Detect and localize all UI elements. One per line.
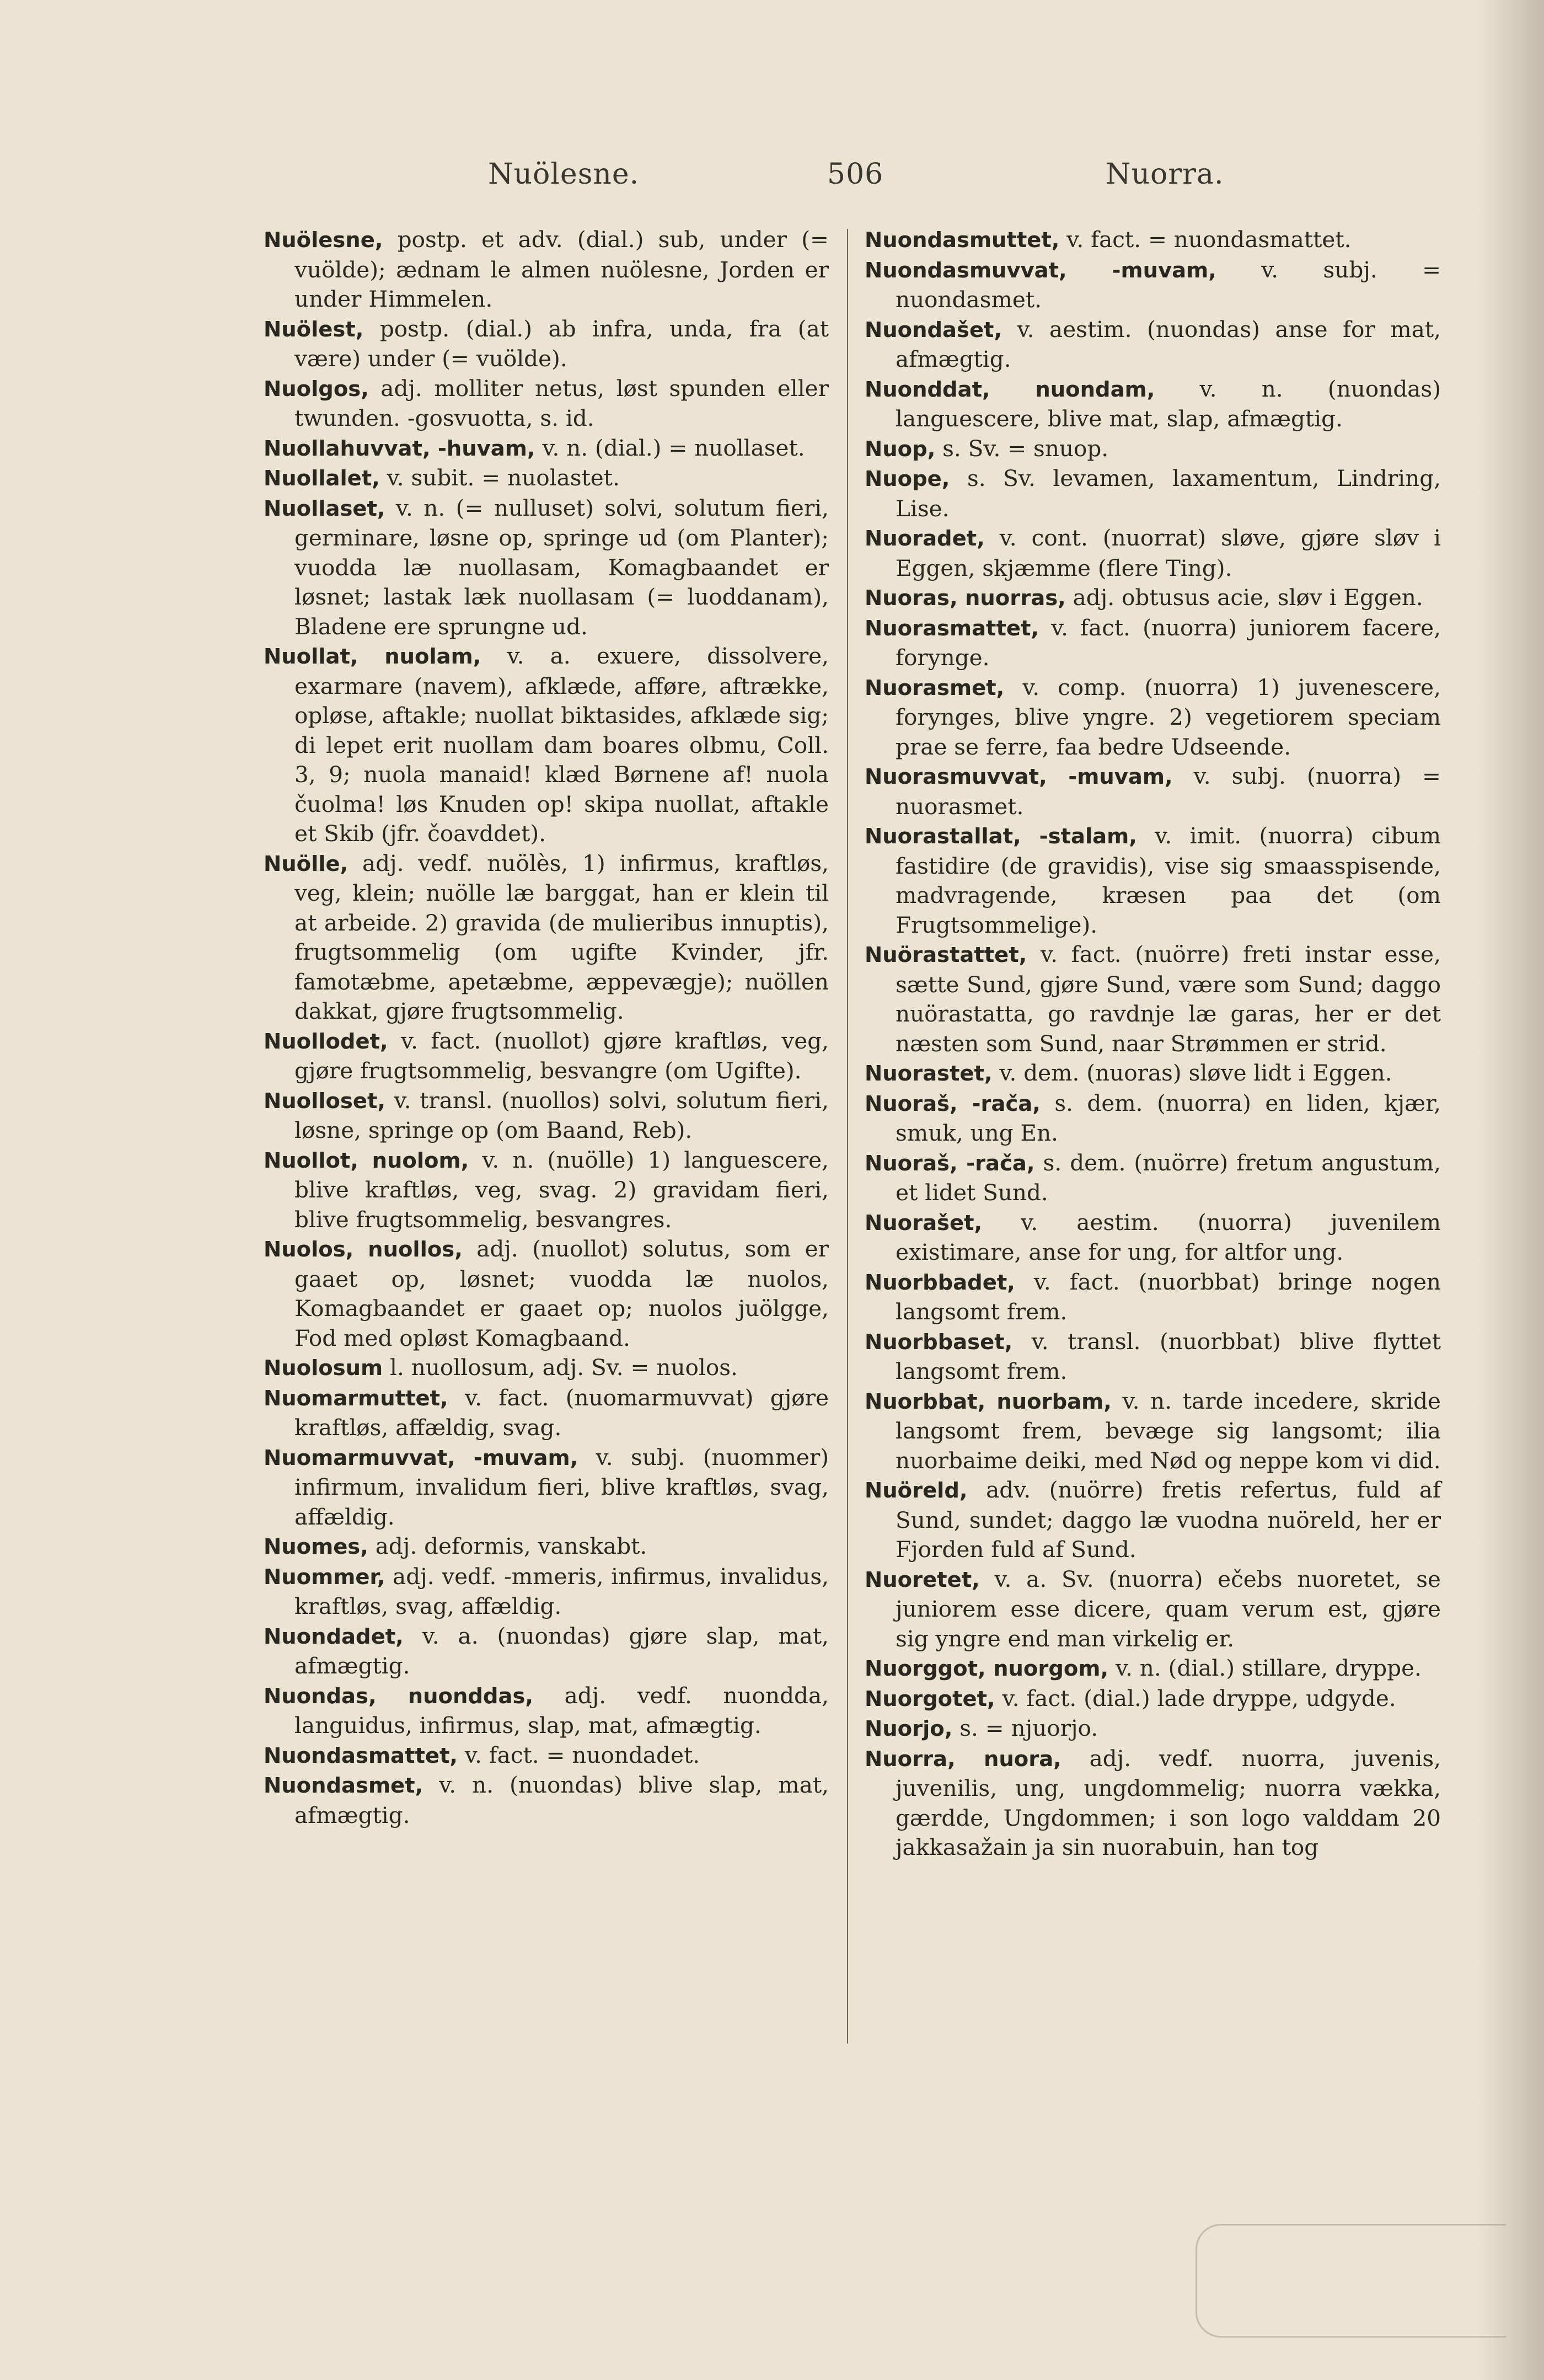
entry-headword: Nuolgos, <box>264 376 369 402</box>
dictionary-entry <box>865 434 1441 464</box>
entry-headword: Nuondadet, <box>264 1624 404 1649</box>
entry-headword: Nuop, <box>865 436 936 462</box>
dictionary-entry <box>865 940 1441 1058</box>
column-divider <box>847 229 848 2044</box>
entry-headword: Nuorbbaset, <box>865 1329 1013 1355</box>
entry-definition: adj. deformis, vanskabt. <box>368 1533 647 1559</box>
entry-headword: Nuommer, <box>264 1564 385 1590</box>
dictionary-entry <box>264 1622 829 1681</box>
entry-definition: s. dem. (nuörre) fretum angustum, et lidet Sund. <box>896 1149 1441 1206</box>
entry-headword: Nuorasmuvvat, -muvam, <box>865 764 1173 789</box>
entry-definition: postp. (dial.) ab infra, unda, fra (at være) under (= vuölde). <box>294 315 829 372</box>
dictionary-entry <box>264 1383 829 1443</box>
dictionary-entry <box>264 1086 829 1146</box>
entry-definition: v. n. (nuondas) blive slap, mat, afmægtig. <box>294 1772 829 1828</box>
entry-headword: Nuorbbat, nuorbam, <box>865 1389 1112 1414</box>
dictionary-entry <box>865 1684 1441 1714</box>
entry-headword: Nuoraš, -rača, <box>865 1151 1035 1176</box>
entry-definition: v. a. Sv. (nuorra) ečebs nuoretet, se juniorem esse dicere, quam verum est, gjøre sig yngre end man virkelig er. <box>896 1565 1441 1652</box>
entry-definition: v. transl. (nuorbbat) blive flyttet langsomt frem. <box>896 1328 1441 1384</box>
entry-headword: Nuorra, nuora, <box>865 1746 1062 1772</box>
dictionary-entry <box>865 1327 1441 1387</box>
entry-headword: Nuöreld, <box>865 1478 968 1503</box>
dictionary-entry <box>264 314 829 374</box>
entry-headword: Nuorbbadet, <box>865 1270 1015 1295</box>
dictionary-entry <box>865 375 1441 434</box>
dictionary-entry <box>264 374 829 434</box>
entry-definition: v. aestim. (nuorra) juvenilem existimare, anse for ung, for altfor ung. <box>896 1208 1441 1265</box>
dictionary-entry <box>865 1565 1441 1654</box>
dictionary-entry <box>865 315 1441 375</box>
entry-headword: Nuoras, nuorras, <box>865 586 1066 611</box>
dictionary-entry <box>264 1353 829 1383</box>
dictionary-entry <box>865 583 1441 613</box>
entry-definition: v. fact. (nuollot) gjøre kraftløs, veg, gjøre frugtsommelig, besvangre (om Ugifte). <box>294 1027 829 1084</box>
entry-definition: adj. vedf. nuölès, 1) infirmus, kraftløs, veg, klein; nuölle læ barggat, han er klein til at arbeide. 2) gravida (de mulieribus innuptis), frugtsommelig (om ugifte Kvinder, jfr. famotæbme, apetæbme, æppevægje); nuöllen dakkat, gjøre frugtsommelig. <box>294 849 829 1024</box>
entry-headword: Nuomarmuttet, <box>264 1386 448 1411</box>
entry-headword: Nuorggot, nuorgom, <box>865 1656 1109 1681</box>
entry-headword: Nuondašet, <box>865 317 1002 343</box>
entry-headword: Nuollaset, <box>264 496 385 521</box>
page-number: 506 <box>827 158 884 191</box>
entry-headword: Nuoretet, <box>865 1567 980 1592</box>
entry-definition: v. fact. (nuorbbat) bringe nogen langsomt frem. <box>896 1268 1441 1325</box>
entry-definition: v. fact. (nuomarmuvvat) gjøre kraftløs, affældig, svag. <box>294 1384 829 1441</box>
entry-definition: v. subj. (nuorra) = nuorasmet. <box>896 763 1441 820</box>
entry-headword: Nuörastattet, <box>865 943 1027 967</box>
dictionary-entry <box>264 1026 829 1086</box>
entry-definition: v. comp. (nuorra) 1) juvenescere, forynges, blive yngre. 2) vegetiorem speciam prae se ferre, faa bedre Udseende. <box>896 673 1441 760</box>
running-header <box>0 158 1544 196</box>
entry-headword: Nuorašet, <box>865 1210 983 1236</box>
dictionary-entry <box>264 1562 829 1622</box>
entry-definition: adj. vedf. nuorra, juvenis, juvenilis, ung, ungdommelig; nuorra vækka, gærdde, Ungdommen; i son logo valddam 20 jakkasažain ja sin nuorabuin, han tog <box>896 1745 1441 1860</box>
entry-definition: adv. (nuörre) fretis refertus, fuld af Sund, sundet; daggo læ vuodna nuöreld, her er Fjorden fuld af Sund. <box>896 1477 1441 1563</box>
entry-definition: v. n. tarde incedere, skride langsomt frem, bevæge sig langsomt; ilia nuorbaime deiki, med Nød og neppe kom vi did. <box>896 1387 1441 1474</box>
entry-definition: adj. molliter netus, løst spunden eller twunden. -gosvuotta, s. id. <box>294 375 829 431</box>
entry-headword: Nuoradet, <box>865 526 985 551</box>
entry-definition: v. a. (nuondas) gjøre slap, mat, afmægtig. <box>294 1622 829 1679</box>
dictionary-entry <box>865 464 1441 523</box>
dictionary-entry <box>865 523 1441 583</box>
entry-headword: Nuolos, nuollos, <box>264 1237 463 1262</box>
entry-definition: v. subj. = nuondasmet. <box>896 256 1441 313</box>
entry-headword: Nuondasmattet, <box>264 1743 458 1768</box>
entry-definition: v. n. (dial.) stillare, dryppe. <box>1108 1655 1422 1681</box>
entry-definition: s. Sv. = snuop. <box>935 435 1109 462</box>
dictionary-entry <box>264 1443 829 1532</box>
entry-definition: v. n. (nuondas) languescere, blive mat, slap, afmægtig. <box>896 375 1441 432</box>
entry-headword: Nuorasmet, <box>865 675 1005 700</box>
entry-definition: v. cont. (nuorrat) sløve, gjøre sløv i Eggen, skjæmme (flere Ting). <box>896 525 1441 581</box>
dictionary-entry <box>865 821 1441 940</box>
entry-headword: Nuope, <box>865 467 950 491</box>
dictionary-entry <box>865 225 1441 255</box>
entry-headword: Nuorastet, <box>865 1061 993 1086</box>
entry-definition: v. aestim. (nuondas) anse for mat, afmægtig. <box>896 315 1441 372</box>
dictionary-entry <box>264 641 829 849</box>
entry-definition: adj. obtusus acie, sløv i Eggen. <box>1065 584 1423 611</box>
dictionary-entry <box>264 1234 829 1353</box>
entry-definition: v. fact. = nuondasmattet. <box>1059 226 1352 253</box>
entry-headword: Nuollodet, <box>264 1029 388 1054</box>
dictionary-entry <box>264 1681 829 1741</box>
library-stamp-outline <box>1195 2224 1506 2338</box>
entry-headword: Nuolosum <box>264 1356 383 1381</box>
dictionary-entry <box>865 1654 1441 1684</box>
header-left-guide-word: Nuölesne. <box>488 158 640 191</box>
entry-headword: Nuoraš, -rača, <box>865 1091 1041 1116</box>
entry-headword: Nuolloset, <box>264 1088 385 1114</box>
entry-headword: Nuondasmuttet, <box>865 228 1060 253</box>
dictionary-entry <box>264 1771 829 1830</box>
entry-definition: v. subit. = nuolastet. <box>379 464 620 491</box>
entry-headword: Nuollahuvvat, -huvam, <box>264 436 535 461</box>
entry-headword: Nuölest, <box>264 317 364 342</box>
entry-headword: Nuorgotet, <box>865 1686 995 1712</box>
left-column <box>264 225 829 1830</box>
entry-headword: Nuollalet, <box>264 466 380 491</box>
entry-definition: v. n. (dial.) = nuollaset. <box>535 434 805 461</box>
entry-headword: Nuorjo, <box>865 1716 953 1741</box>
entry-headword: Nuomarmuvvat, -muvam, <box>264 1445 578 1470</box>
entry-headword: Nuölesne, <box>264 228 383 253</box>
entry-definition: postp. et adv. (dial.) sub, under (= vuölde); ædnam le almen nuölesne, Jorden er under Himmelen. <box>294 226 829 312</box>
dictionary-entry <box>264 434 829 464</box>
entry-definition: s. dem. (nuorra) en liden, kjær, smuk, ung En. <box>896 1089 1441 1146</box>
page-edge-shadow <box>1478 0 1544 2380</box>
entry-definition: v. a. exuere, dissolvere, exarmare (navem), afklæde, afføre, aftrække, opløse, aftakle; nuollat biktasides, afklæde sig; di lepet erit nuollam dam boares olbmu, Coll. 3, 9; nuola manaid! klæd Børnene af! nuola čuolma! løs Knuden op! skipa nuollat, aftakle et Skib (jfr. čoavddet). <box>294 643 829 847</box>
entry-headword: Nuorasmattet, <box>865 616 1039 641</box>
header-right-guide-word: Nuorra. <box>1106 158 1224 191</box>
dictionary-entry <box>865 255 1441 315</box>
entry-headword: Nuonddat, nuondam, <box>865 377 1155 402</box>
entry-definition: s. Sv. levamen, laxamentum, Lindring, Lise. <box>896 465 1441 522</box>
entry-definition: v. n. (nuölle) 1) languescere, blive kraftløs, veg, svag. 2) gravidam fieri, blive frugtsommelig, besvangres. <box>294 1146 829 1233</box>
entry-definition: v. transl. (nuollos) solvi, solutum fieri, løsne, springe op (om Baand, Reb). <box>294 1087 829 1143</box>
dictionary-entry <box>865 1148 1441 1208</box>
entry-definition: s. = njuorjo. <box>952 1715 1098 1741</box>
entry-headword: Nuomes, <box>264 1534 368 1559</box>
entry-headword: Nuondasmet, <box>264 1773 423 1798</box>
entry-headword: Nuorastallat, -stalam, <box>865 824 1137 849</box>
entry-definition: adj. vedf. nuondda, languidus, infirmus, slap, mat, afmægtig. <box>294 1682 829 1739</box>
entry-headword: Nuölle, <box>264 851 349 876</box>
dictionary-entry <box>264 849 829 1026</box>
entry-headword: Nuondasmuvvat, -muvam, <box>865 258 1216 283</box>
dictionary-entry <box>865 1267 1441 1327</box>
dictionary-entry <box>865 1089 1441 1148</box>
entry-headword: Nuollot, nuolom, <box>264 1148 469 1173</box>
dictionary-entry <box>865 1744 1441 1863</box>
dictionary-entry <box>264 1146 829 1235</box>
dictionary-entry <box>865 673 1441 762</box>
entry-definition: adj. (nuollot) solutus, som er gaaet op, løsnet; vuodda læ nuolos, Komagbaandet er gaaet op; nuolos juölgge, Fod med opløst Komagbaand. <box>294 1236 829 1351</box>
dictionary-entry <box>865 1475 1441 1565</box>
dictionary-entry <box>865 762 1441 821</box>
dictionary-entry <box>865 613 1441 673</box>
entry-definition: adj. vedf. -mmeris, infirmus, invalidus, kraftløs, svag, affældig. <box>294 1563 829 1619</box>
entry-definition: v. n. (= nulluset) solvi, solutum fieri, germinare, løsne op, springe ud (om Planter); vuodda læ nuollasam, Komagbaandet er løsnet; lastak læk nuollasam (= luoddanam), Bladene ere sprungne ud. <box>294 494 829 640</box>
dictionary-entry <box>865 1058 1441 1089</box>
dictionary-entry <box>264 494 829 642</box>
dictionary-entry <box>264 463 829 494</box>
right-column <box>865 225 1441 1863</box>
dictionary-entry <box>264 1741 829 1771</box>
dictionary-entry <box>264 225 829 314</box>
entry-definition: v. fact. (dial.) lade dryppe, udgyde. <box>995 1684 1396 1712</box>
entry-definition: v. subj. (nuommer) infirmum, invalidum fieri, blive kraftløs, svag, affældig. <box>294 1443 829 1530</box>
dictionary-entry <box>865 1714 1441 1744</box>
entry-headword: Nuondas, nuonddas, <box>264 1683 534 1709</box>
entry-headword: Nuollat, nuolam, <box>264 644 481 669</box>
dictionary-entry <box>264 1532 829 1562</box>
dictionary-entry <box>865 1208 1441 1267</box>
entry-definition: v. fact. (nuörre) freti instar esse, sætte Sund, gjøre Sund, være som Sund; daggo nuörastatta, go ravdnje læ garas, her er det næsten som Sund, naar Strømmen er strid. <box>896 941 1441 1057</box>
dictionary-entry <box>865 1387 1441 1476</box>
entry-definition: l. nuollosum, adj. Sv. = nuolos. <box>383 1354 738 1381</box>
entry-definition: v. fact. (nuorra) juniorem facere, forynge. <box>896 614 1441 671</box>
entry-definition: v. dem. (nuoras) sløve lidt i Eggen. <box>992 1060 1392 1086</box>
entry-definition: v. imit. (nuorra) cibum fastidire (de gravidis), vise sig smaasspisende, madvragende, kræsen paa det (om Frugtsommelige). <box>896 822 1441 938</box>
entry-definition: v. fact. = nuondadet. <box>458 1741 700 1768</box>
